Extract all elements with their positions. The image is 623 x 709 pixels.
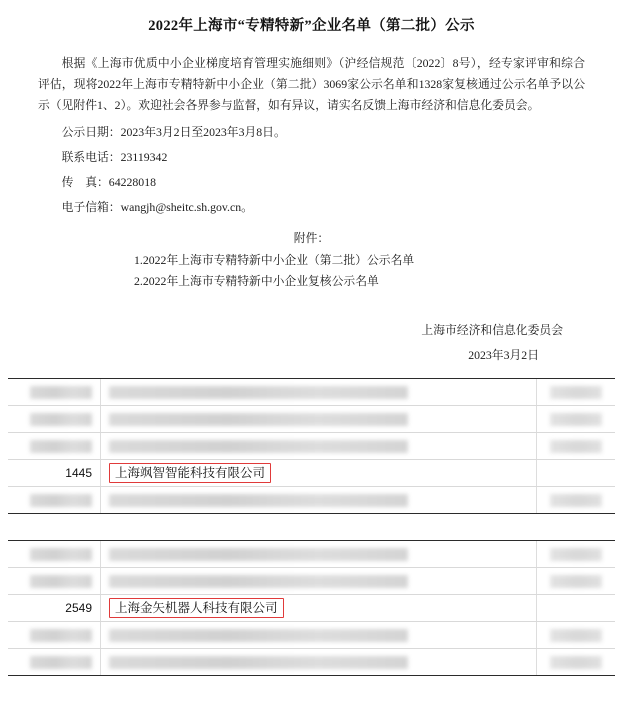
redacted-bar: [109, 413, 408, 426]
row-number-cell: [8, 433, 100, 459]
redacted-bar: [30, 413, 92, 426]
redacted-bar: [550, 548, 602, 561]
table-row: [8, 406, 615, 433]
signature-block: [38, 318, 585, 368]
redacted-bar: [550, 386, 602, 399]
redacted-bar: [550, 494, 602, 507]
row-number-cell: [8, 568, 100, 594]
attachments-header: 附件：: [293, 231, 330, 245]
section-gap: [0, 514, 623, 528]
table-row: [8, 568, 615, 595]
company-name-cell: [101, 595, 536, 621]
redacted-bar: [109, 548, 408, 561]
row-tail-cell: [537, 568, 615, 594]
redacted-bar: [109, 575, 408, 588]
row-tail-cell: [537, 379, 615, 405]
company-name-cell: [101, 406, 536, 432]
row-number-cell: [8, 622, 100, 648]
row-number-cell: 2549: [65, 601, 92, 615]
redacted-bar: [109, 386, 408, 399]
redacted-bar: [550, 440, 602, 453]
row-tail-cell: [537, 622, 615, 648]
redacted-bar: [30, 386, 92, 399]
table-row: [8, 379, 615, 406]
row-tail-cell: [537, 541, 615, 567]
redacted-bar: [109, 629, 408, 642]
row-number-cell: 1445: [65, 466, 92, 480]
signature-org: 上海市经济和信息化委员会: [421, 323, 563, 337]
redacted-bar: [30, 656, 92, 669]
field-email-value: wangjh@sheitc.sh.gov.cn。: [120, 200, 253, 214]
redacted-bar: [550, 629, 602, 642]
redacted-bar: [550, 656, 602, 669]
company-name-cell: [101, 568, 536, 594]
redacted-bar: [30, 575, 92, 588]
table-row: [8, 433, 615, 460]
row-tail-cell: [537, 433, 615, 459]
field-email: [38, 195, 585, 220]
field-phone: [38, 145, 585, 170]
table-row: [8, 622, 615, 649]
company-name-cell: [101, 622, 536, 648]
redacted-bar: [109, 656, 408, 669]
table-row-highlighted: [8, 595, 615, 622]
table-row: [8, 541, 615, 568]
table-row: [8, 487, 615, 513]
page-title: 2022年上海市“专精特新”企业名单（第二批）公示: [148, 18, 475, 34]
field-publicity-date-value: 2023年3月2日至2023年3月8日。: [120, 125, 286, 139]
highlighted-company-name: 上海飒智智能科技有限公司: [109, 463, 271, 483]
row-number-cell: [8, 649, 100, 675]
redacted-bar: [109, 440, 408, 453]
redacted-bar: [30, 494, 92, 507]
company-name-cell: [101, 433, 536, 459]
field-fax-label: 传 真：: [61, 175, 109, 189]
row-tail-cell: [537, 595, 615, 621]
company-name-cell: [101, 460, 536, 486]
table-row-highlighted: [8, 460, 615, 487]
row-tail-cell: [537, 487, 615, 513]
row-tail-cell: [537, 460, 615, 486]
signature-date: 2023年3月2日: [468, 348, 539, 362]
company-name-cell: [101, 487, 536, 513]
field-fax: [38, 170, 585, 195]
company-name-cell: [101, 379, 536, 405]
field-publicity-date: [38, 120, 585, 145]
row-tail-cell: [537, 649, 615, 675]
redacted-bar: [30, 629, 92, 642]
row-number-cell: [8, 406, 100, 432]
document-body: [0, 41, 623, 368]
table-row: [8, 649, 615, 675]
redacted-bar: [550, 575, 602, 588]
field-phone-value: 23119342: [120, 150, 168, 164]
row-number-cell: [8, 487, 100, 513]
attachment-item-2: 2.2022年上海市专精特新中小企业复核公示名单: [134, 274, 379, 288]
field-phone-label: 联系电话：: [61, 150, 121, 164]
field-publicity-date-label: 公示日期：: [61, 125, 121, 139]
redacted-bar: [30, 548, 92, 561]
field-fax-value: 64228018: [108, 175, 156, 189]
company-name-cell: [101, 649, 536, 675]
intro-paragraph: 根据《上海市优质中小企业梯度培育管理实施细则》（沪经信规范〔2022〕8号），经专家评审和综合评估，现将2022年上海市专精特新中小企业（第二批）3069家公示名单和1328家复核通过公示名单予以公示（见附件1、2）。欢迎社会各界参与监督，如有异议，请实名反馈上海市经济和信息化委员会。: [38, 56, 585, 112]
attachment-item-1: 1.2022年上海市专精特新中小企业（第二批）公示名单: [134, 253, 415, 267]
row-number-cell: [8, 379, 100, 405]
row-tail-cell: [537, 406, 615, 432]
redacted-bar: [30, 440, 92, 453]
row-number-cell: [8, 541, 100, 567]
highlighted-company-name: 上海金矢机器人科技有限公司: [109, 598, 284, 618]
redacted-bar: [109, 494, 408, 507]
redacted-bar: [550, 413, 602, 426]
list-section-2: [8, 540, 615, 676]
list-section-1: [8, 378, 615, 514]
field-email-label: 电子信箱：: [61, 200, 121, 214]
company-name-cell: [101, 541, 536, 567]
